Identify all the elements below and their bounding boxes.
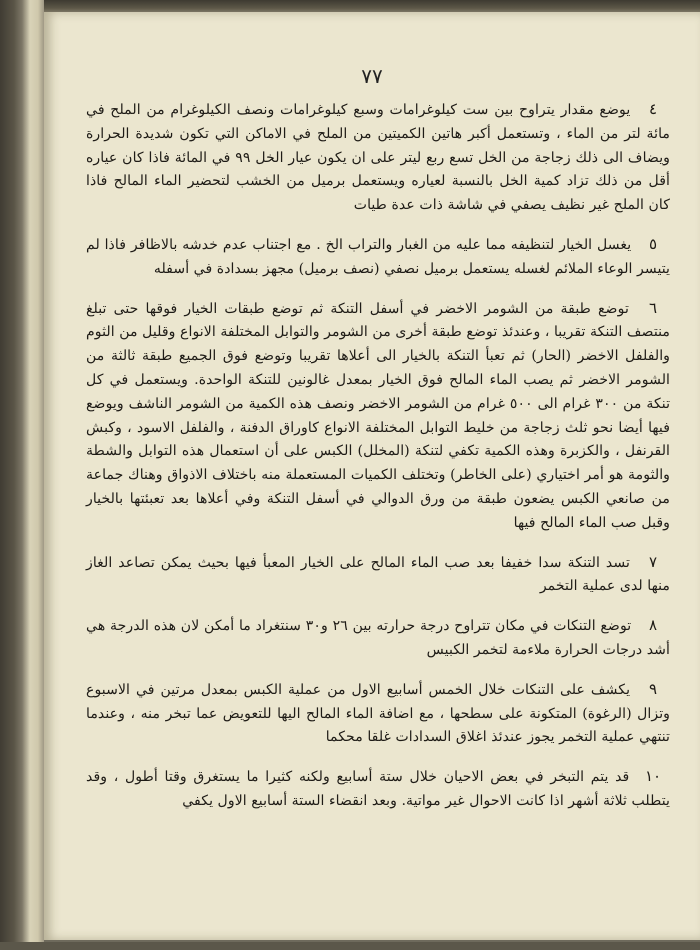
paragraph-number: ٧ — [648, 552, 658, 571]
page-body — [86, 98, 670, 829]
paragraph-9 — [86, 678, 670, 750]
paragraph-6 — [86, 297, 670, 536]
paragraph-text: يكشف على التنكات خلال الخمس أسابيع الاول من عملية الكبس بمعدل مرتين في الاسبوع وتزال (الرغوة) المتكونة على سطحها ، مع اضافة الماء المالح اليها للتعويض عما تبخر منه ، وعندما تنتهي عملية التخمر يجوز عندئذ اغلاق السدادات غلقا محكما — [86, 681, 670, 746]
paragraph-number: ١٠ — [644, 767, 662, 786]
page-number: ٧٧ — [361, 64, 383, 88]
paragraph-number: ٤ — [648, 100, 658, 118]
paragraph-text: يغسل الخيار لتنظيفه مما عليه من الغبار والتراب الخ . مع اجتناب عدم خدشه بالاظافر فاذا لم يتيسر الوعاء الملائم لغسله يستعمل برميل نصفي (نصف برميل) مجهز بسدادة في أسفله — [86, 236, 670, 277]
paragraph-4 — [86, 98, 670, 218]
paragraph-10 — [86, 765, 670, 814]
paragraph-text: توضع التنكات في مكان تتراوح درجة حرارته بين ٢٦ و٣٠ سنتغراد ما أمكن لان هذه الدرجة هي أشد درجات الحرارة ملاءمة لتخمر الكبيس — [86, 618, 670, 658]
book-spine-edge — [0, 0, 44, 950]
paragraph-8 — [86, 614, 670, 663]
book-page — [44, 12, 700, 940]
paragraph-text: يوضع مقدار يتراوح بين ست كيلوغرامات وسبع كيلوغرامات ونصف الكيلوغرام من الملح في مائة لتر من الماء ، وتستعمل أكبر هاتين الكميتين من الملح في الاماكن التي تكون شديدة الحرارة ويضاف الى ذلك زجاجة من الخل تسع ربع ليتر على ان يكون عيار الخل ٩٩ في المائة فاذا كان عياره أقل من ذلك تزاد كمية الخل بالنسبة لعياره ويستعمل برميل من الخشب لتحضير الماء المالح فاذا كان الملح غير نظيف يصفي في شاشة ذات عدة طيات — [86, 102, 670, 214]
paragraph-text: تسد التنكة سدا خفيفا بعد صب الماء المالح على الخيار المعبأ فيها بحيث يمكن تصاعد الغاز منها لدى عملية التخمر — [86, 554, 670, 595]
paragraph-number: ٦ — [648, 298, 658, 317]
scan-bottom-edge — [0, 942, 700, 950]
paragraph-text: توضع طبقة من الشومر الاخضر في أسفل التنكة ثم توضع طبقات الخيار فوقها حتى تبلغ منتصف التنكة تقريبا ، وعندئذ توضع طبقة أخرى من الشومر والتوابل المختلفة الانواع وقليل من الثوم والفلفل الاخضر (الحار) ثم تعبأ التنكة بالخيار الى أعلاها تقريبا وتوضع فوق الجميع طبقة ثالثة من الشومر الاخضر ثم يصب الماء المالح فوق الخيار بمعدل غالونين للتنكة الواحدة. ويستعمل في كل تنكة من ٣٠٠ غرام الى ٥٠٠ غرام من الشومر الاخضر ونصف هذه الكمية من الشومر الناشف ويوضع فيها أيضا نحو ثلث زجاجة من خليط التوابل المختلفة الانواع كاوراق الدفنة ، والفلفل الاسود ، وكبش القرنفل ، والكزبرة وهذه الكمية تكفي لتنكة (المخلل) الكبس على أن استعمال هذه التوابل والشطة والثومة هو أمر اختياري (على الخاطر) وتختلف الكميات المستعملة منه باختلاف الاذواق وهناك جماعة من صانعي الكبس يضعون طبقة من ورق الدوالي في أسفل التنكة وفي أعلاها بعد تعبئتها بالخيار وقبل صب الماء المالح فيها — [86, 300, 671, 531]
paragraph-text: قد يتم التبخر في بعض الاحيان خلال ستة أسابيع ولكنه كثيرا ما يستغرق وقتا أطول ، وقد يتطلب ثلاثة أشهر اذا كانت الاحوال غير مواتية. وبعد انقضاء الستة أسابيع الاول يكفي — [86, 769, 670, 809]
paragraph-7 — [86, 551, 670, 600]
paragraph-number: ٥ — [648, 234, 658, 253]
paragraph-number: ٩ — [648, 679, 658, 698]
paragraph-number: ٨ — [648, 616, 658, 635]
paragraph-5 — [86, 233, 670, 282]
